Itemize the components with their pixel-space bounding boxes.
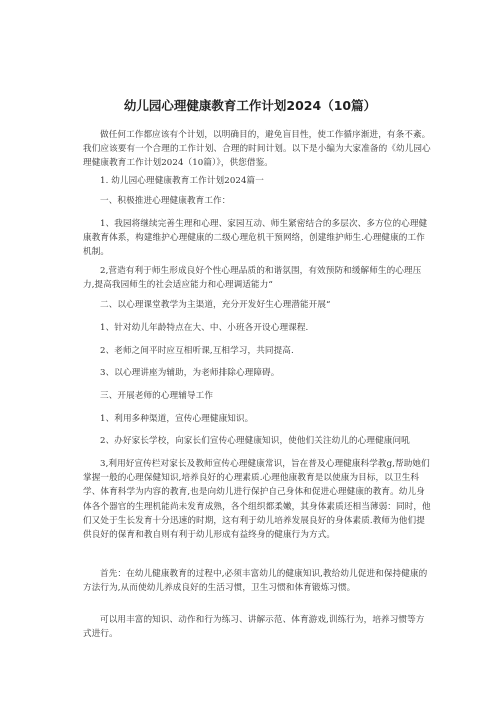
part3-p3-wrap	[83, 457, 431, 542]
intro-paragraph: 做任何工作都应该有个计划，以明确目的，避免盲目性，使工作循序渐进，有条不紊。我们应该要有一个合理的工作计划、合理的时间计划。以下是小编为大家准备的《幼儿园心理健康教育工作计划2024（10篇）》，供您借鉴。	[83, 130, 431, 169]
part3-paragraph-1: 1、利用多种渠道，宣传心理健康知识。	[100, 414, 254, 424]
part3-heading: 三、开展老师的心理辅导工作	[100, 391, 214, 401]
document-title: 幼儿园心理健康教育工作计划2024（10篇）	[123, 98, 377, 113]
part2-paragraph-2: 2、老师之间平时应互相听课,互相学习，共同提高.	[100, 346, 294, 356]
section-heading-wrap	[83, 174, 431, 188]
part3-heading-wrap	[83, 389, 431, 403]
document-body	[83, 128, 431, 171]
part3-p1-wrap	[83, 412, 431, 426]
para-last-wrap	[83, 613, 431, 641]
part3-p2-wrap	[83, 434, 431, 448]
part2-paragraph-1: 1、针对幼儿年龄特点在大、中、小班各开设心理课程.	[100, 323, 309, 333]
part1-p1-wrap	[83, 217, 431, 260]
part1-heading-wrap	[83, 194, 431, 208]
part2-p2-wrap	[83, 344, 431, 358]
part1-heading: 一、积极推进心理健康教育工作：	[100, 196, 231, 206]
part2-paragraph-3: 3、以心理讲座为辅助，为老师排除心理障碍。	[100, 368, 280, 378]
part2-heading-wrap	[83, 298, 431, 312]
part2-heading: 二、以心理课堂教学为主渠道，充分开发好生心理潜能开展“	[100, 300, 331, 310]
part1-paragraph-2: 2,营造有利于师生形成良好个性心理品质的和谐氛围，有效预防和缓解师生的心理压力,提高我园师生的社会适应能力和心理调适能力“	[83, 266, 422, 291]
para-first-wrap	[83, 567, 431, 595]
first-paragraph: 首先：在幼儿健康教育的过程中,必须丰富幼儿的健康知识,教给幼儿促进和保持健康的方法行为,从而使幼儿养成良好的生活习惯，卫生习惯和体育锻炼习惯。	[83, 569, 428, 594]
part2-p3-wrap	[83, 366, 431, 380]
last-paragraph: 可以用丰富的知识、动作和行为练习、讲解示范、体育游戏,训练行为，培养习惯等方式进行。	[83, 615, 425, 640]
part1-paragraph-1: 1、我园将继续完善生理和心理、家园互动、师生紧密结合的多层次、多方位的心理健康教育体系，构建维护心理健康的二级心理危机干预网络，创建维护师生.心理健康的工作机制。	[83, 219, 428, 258]
part3-paragraph-2: 2、办好家长学校，向家长们宣传心理健康知识，使他们关注幼儿的心理健康问吼	[100, 436, 410, 446]
section-heading: 1. 幼儿园心理健康教育工作计划2024篇一	[100, 176, 264, 186]
part2-p1-wrap	[83, 321, 431, 335]
part1-p2-wrap	[83, 264, 431, 292]
part3-paragraph-3: 3,利用好宣传栏对家长及教师宣传心理健康常识，旨在普及心理健康科学教g,帮助她们掌握一般的心理保健知识,培养良好的心理素质.心理他康教育是以使康为目标，以卫生科学、体育科学为内容的教育,也是向幼儿进行保护自己身体和促进心理健康的教育。幼儿身体各个器官的生理机能尚未发育成熟，各个组织都柔嫩，其身体素质还相当薄弱：同时，他们又处于生长发育十分迅速的时期，这有利于幼儿培养发展良好的身体素质.教师为他们提供良好的保育和教自则有利于幼儿形成有益终身的健康行为方式。	[83, 459, 431, 541]
